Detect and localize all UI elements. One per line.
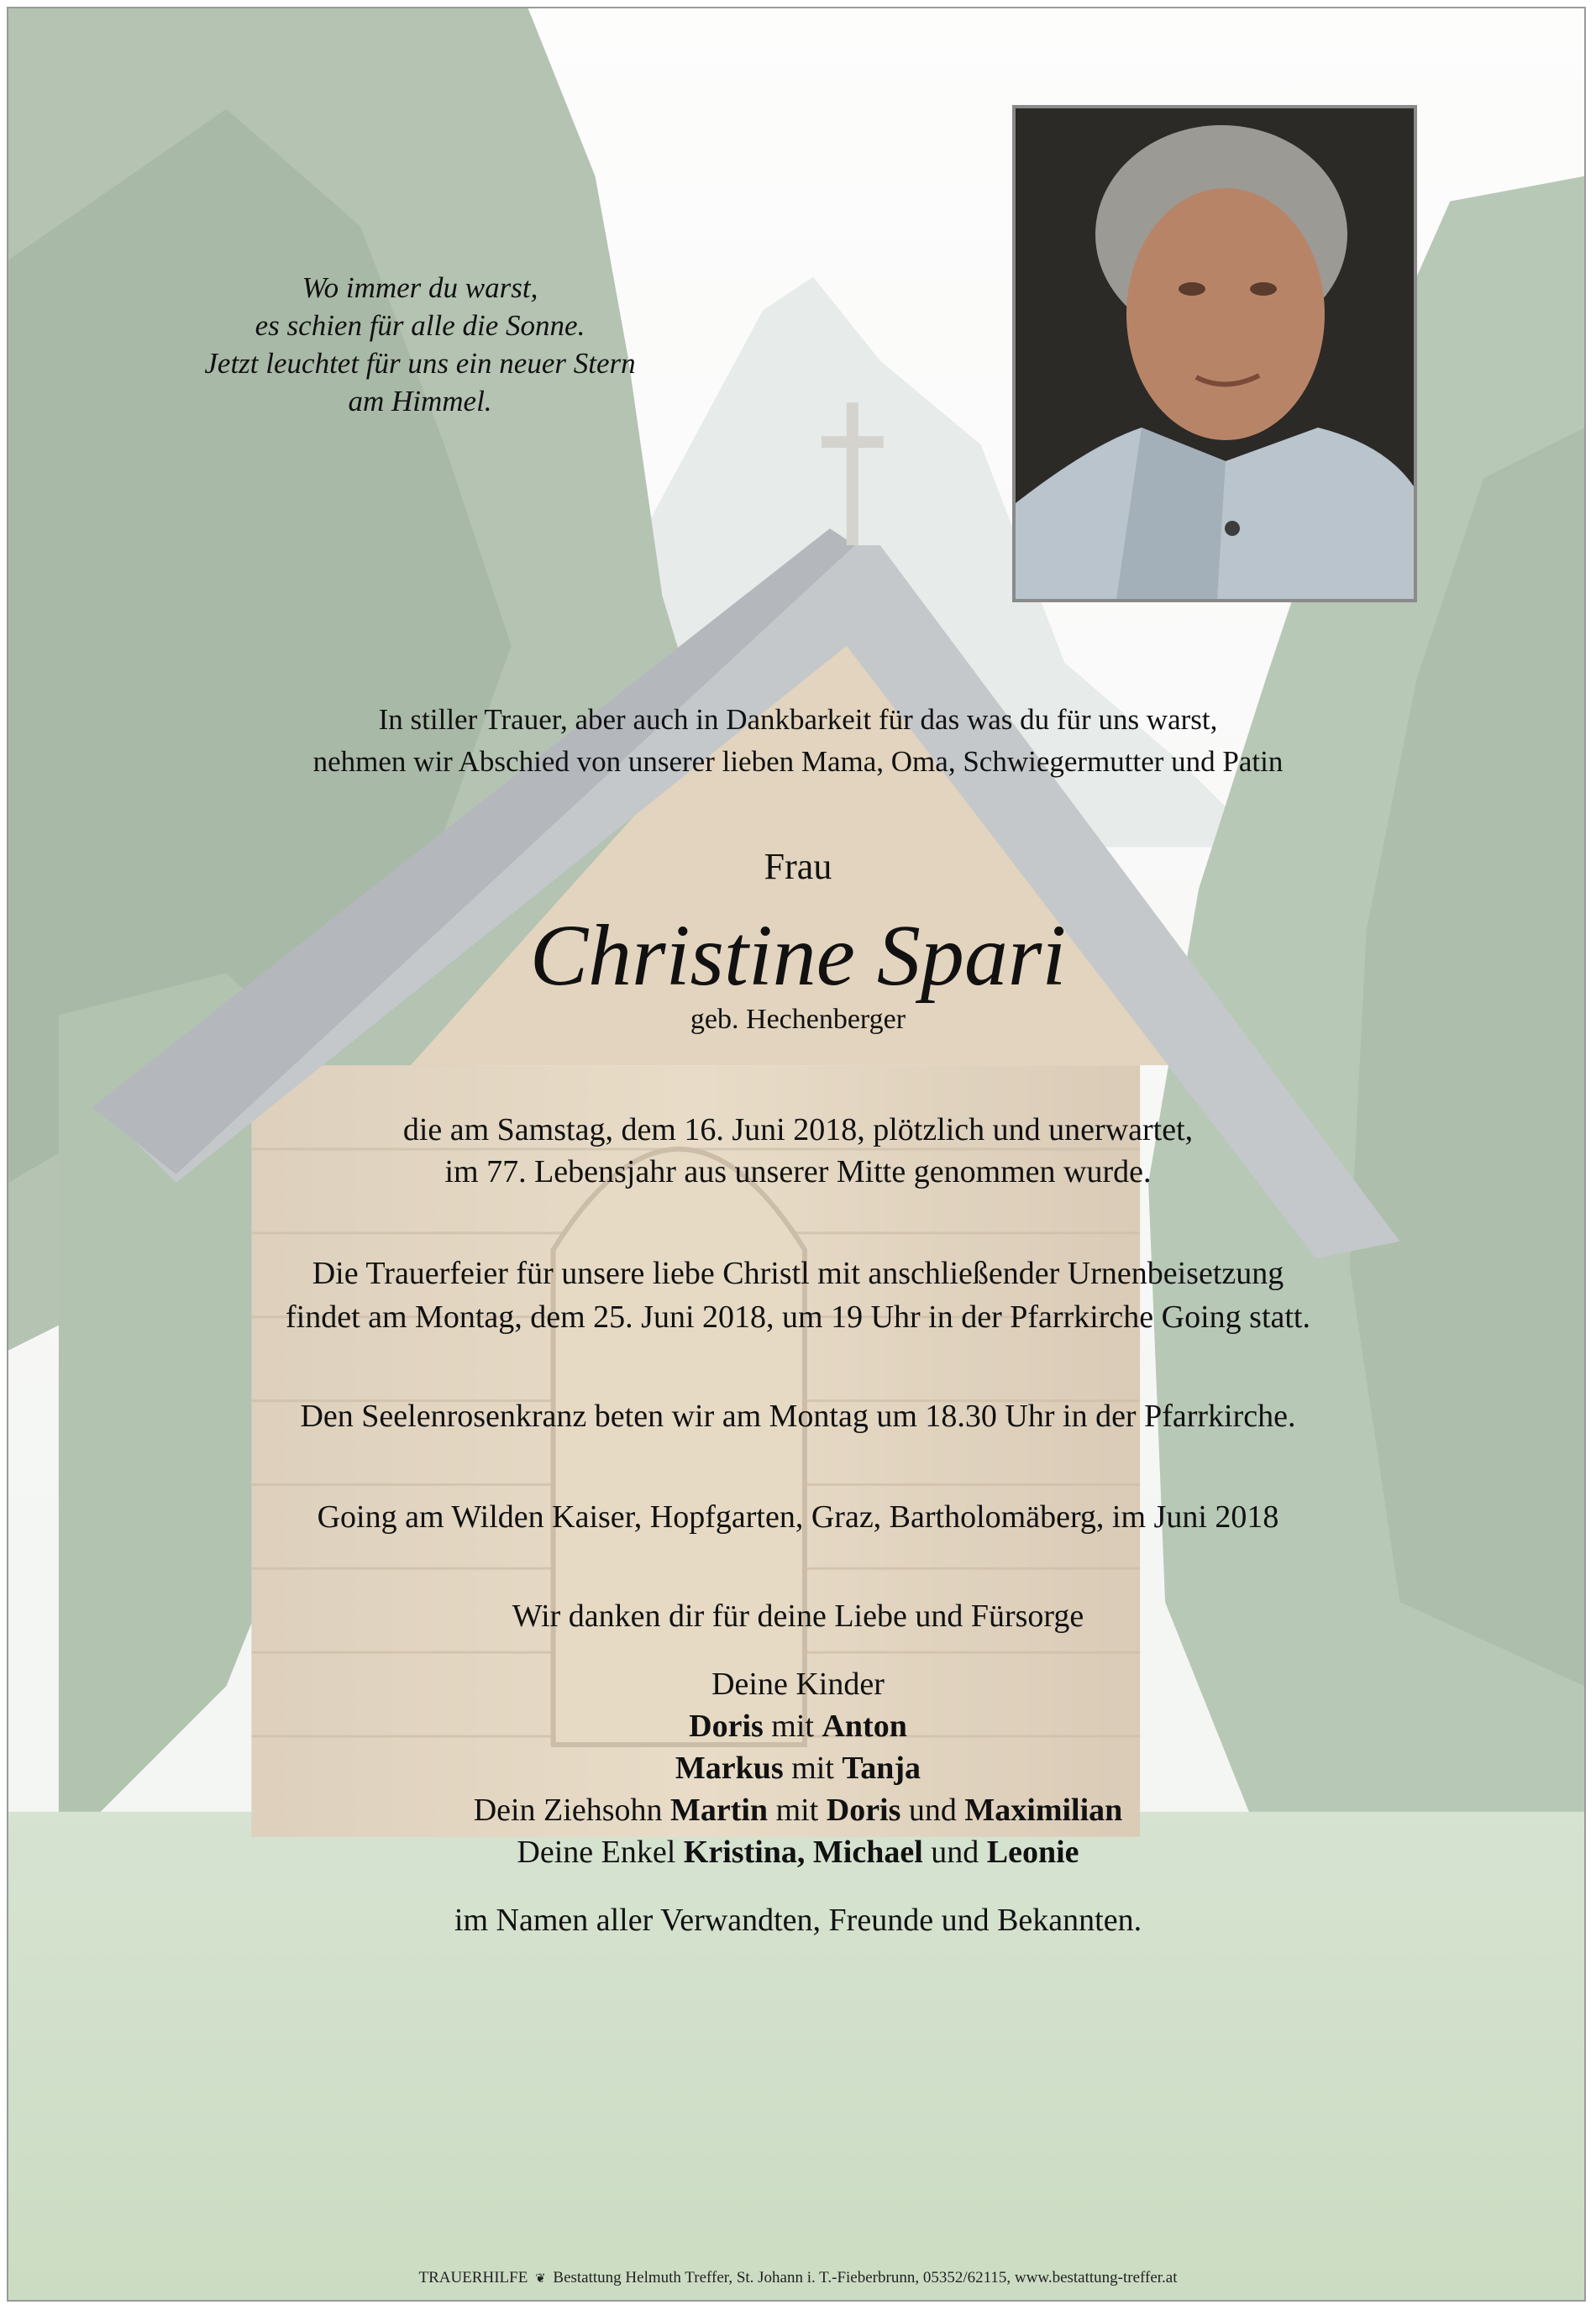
family-list	[0, 1663, 1596, 1873]
family-member: Doris	[826, 1793, 901, 1828]
ceremony-line: findet am Montag, dem 25. Juni 2018, um 19 Uhr in der Pfarrkirche Going statt.	[285, 1299, 1310, 1335]
death-notice	[0, 1109, 1596, 1193]
family-member: Markus	[675, 1751, 784, 1786]
intro-line: In stiller Trauer, aber auch in Dankbarkeit für das was du für uns warst,	[378, 703, 1218, 736]
ceremony-info	[0, 1252, 1596, 1339]
family-member: Kristina,	[683, 1835, 806, 1870]
poem-line: Jetzt leuchtet für uns ein neuer Stern	[204, 347, 636, 380]
family-line	[0, 1705, 1596, 1747]
family-connector: und	[900, 1793, 965, 1828]
family-connector: mit	[783, 1751, 843, 1786]
salutation: Frau	[764, 846, 832, 887]
family-connector: mit	[763, 1709, 822, 1744]
thanks-line: Wir danken dir für deine Liebe und Fürsorge	[512, 1599, 1084, 1634]
death-notice-line: die am Samstag, dem 16. Juni 2018, plötzlich und unerwartet,	[402, 1112, 1194, 1147]
ceremony-line: Die Trauerfeier für unsere liebe Christl mit anschließender Urnenbeisetzung	[312, 1256, 1284, 1291]
poem-line: am Himmel.	[348, 385, 492, 417]
intro-text	[0, 699, 1596, 783]
family-connector: mit	[768, 1793, 827, 1828]
family-member: Maximilian	[964, 1793, 1123, 1828]
children-heading: Deine Kinder	[711, 1667, 885, 1702]
funeral-logo-icon: ❦	[535, 2271, 546, 2286]
footer	[0, 2268, 1596, 2289]
family-member: Tanja	[842, 1751, 921, 1786]
deceased-name: Christine Spari	[529, 907, 1067, 1004]
footer-text: Bestattung Helmuth Treffer, St. Johann i. T.-Fieberbrunn, 05352/62115, www.bestattung-treffer.at	[553, 2269, 1178, 2286]
family-line	[0, 1747, 1596, 1789]
footer-brand: TRAUERHILFE	[418, 2269, 528, 2286]
poem	[101, 269, 739, 420]
family-connector: und	[922, 1835, 987, 1870]
poem-line: es schien für alle die Sonne.	[255, 309, 585, 342]
portrait-photo-frame	[1012, 105, 1417, 602]
poem-line: Wo immer du warst,	[302, 271, 538, 304]
family-connector	[805, 1835, 813, 1870]
family-member: Doris	[689, 1709, 764, 1744]
rosary-info: Den Seelenrosenkranz beten wir am Montag um 18.30 Uhr in der Pfarrkirche.	[300, 1399, 1296, 1434]
family-line	[0, 1831, 1596, 1873]
closing-line: im Namen aller Verwandten, Freunde und Bekannten.	[454, 1903, 1142, 1938]
intro-line: nehmen wir Abschied von unserer lieben Mama, Oma, Schwiegermutter und Patin	[312, 745, 1284, 778]
family-line	[0, 1789, 1596, 1831]
places-date: Going am Wilden Kaiser, Hopfgarten, Graz, Bartholomäberg, im Juni 2018	[317, 1499, 1279, 1535]
death-notice-line: im 77. Lebensjahr aus unserer Mitte genommen wurde.	[444, 1154, 1152, 1189]
family-member: Michael	[812, 1835, 923, 1870]
family-member: Leonie	[986, 1835, 1079, 1870]
family-relation: Deine Enkel	[517, 1835, 684, 1870]
portrait-photo	[1016, 108, 1414, 599]
family-member: Anton	[822, 1709, 907, 1744]
family-relation: Dein Ziehsohn	[473, 1793, 670, 1828]
birth-name: geb. Hechenberger	[690, 1004, 906, 1035]
family-member: Martin	[669, 1793, 769, 1828]
